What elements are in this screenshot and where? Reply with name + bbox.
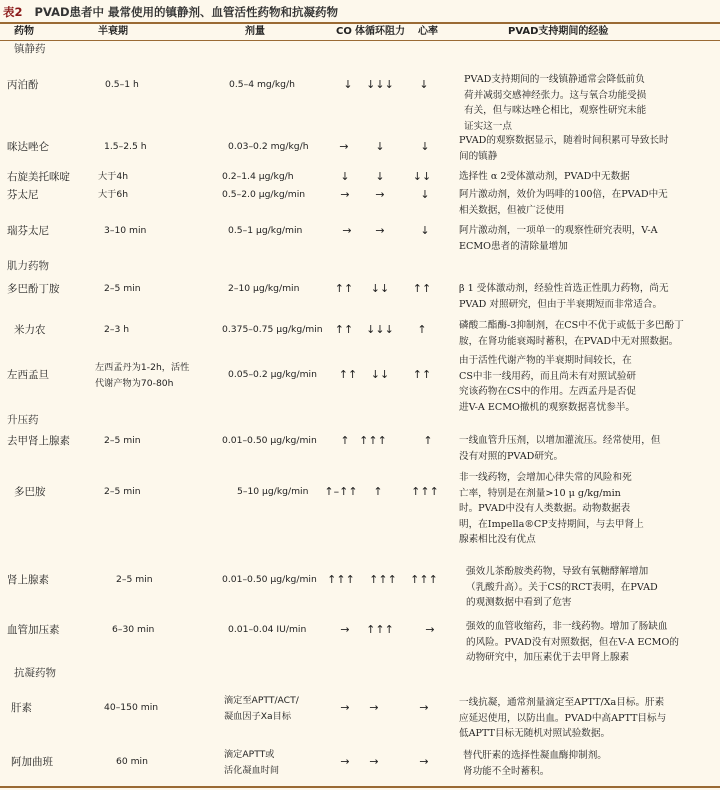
row-experience <box>459 133 714 164</box>
row-svr: ↑↑↑ <box>366 623 394 636</box>
row-dose-line: 0.05–0.2 μg/kg/min <box>228 369 317 380</box>
row-svr: ↑ <box>373 485 383 498</box>
row-experience-line: 证实这一点 <box>464 120 512 132</box>
row-experience-line: β 1 受体激动剂，经验性首选正性肌力药物，尚无 <box>459 283 669 294</box>
row-half-life-line: 6–30 min <box>112 624 155 635</box>
row-experience-line: 明，在Impella®CP支持期间，与去甲肾上 <box>459 518 644 530</box>
row-dose <box>224 693 299 725</box>
row-co: ↑–↑↑ <box>324 485 358 498</box>
row-dose-line: 活化凝血时间 <box>224 765 280 776</box>
row-hr: → <box>419 701 429 714</box>
bottom-rule <box>0 786 720 788</box>
row-experience <box>459 187 714 218</box>
row-half-life-line: 大于4h <box>98 171 129 182</box>
row-experience-line: 时。PVAD中没有人类数据。动物数据表 <box>459 503 631 514</box>
row-drug: 阿加曲班 <box>11 756 53 768</box>
row-co: → <box>342 224 352 237</box>
row-hr: ↑↑ <box>412 282 432 295</box>
row-dose-line: 滴定至APTT/ACT/ <box>224 695 299 706</box>
row-half-life <box>116 572 153 588</box>
row-dose-line: 0.5–1 μg/kg/min <box>228 225 303 236</box>
header-hr: 心率 <box>418 26 438 37</box>
table-title: PVAD患者中 最常使用的镇静剂、血管活性药物和抗凝药物 <box>34 5 339 19</box>
row-experience-line: 替代肝素的选择性凝血酶抑制剂。 <box>463 750 607 761</box>
row-hr: → <box>425 623 435 636</box>
row-drug: 多巴酚丁胺 <box>7 283 60 295</box>
row-drug: 去甲肾上腺素 <box>7 435 70 447</box>
row-half-life <box>98 169 128 185</box>
row-experience <box>463 748 718 779</box>
row-half-life-line: 2–5 min <box>116 574 153 585</box>
row-experience-line: 强效儿茶酚胺类药物，导致有氧糖酵解增加 <box>466 566 649 577</box>
row-experience-line: 没有对照的PVAD研究。 <box>459 450 564 462</box>
row-dose <box>228 223 302 239</box>
row-experience-line: 阿片激动剂，一项单一的观察性研究表明，V-A <box>459 225 658 236</box>
group-vasopressors: 升压药 <box>7 414 39 426</box>
row-experience-line: 阿片激动剂，效价为吗啡的100倍，在PVAD中无 <box>459 189 668 200</box>
row-experience-line: 磷酸二酯酶-3抑制剂，在CS中不优于或低于多巴酚丁 <box>459 320 684 331</box>
row-drug: 血管加压素 <box>7 624 60 636</box>
row-experience <box>466 564 720 611</box>
row-hr: ↓ <box>420 188 430 201</box>
row-dose <box>228 622 306 638</box>
row-svr: ↑↑↑ <box>369 573 397 586</box>
row-drug: 芬太尼 <box>7 189 39 201</box>
row-svr: → <box>375 188 385 201</box>
header-svr: 体循环阻力 <box>355 26 405 37</box>
row-experience-line: 腺素相比没有优点 <box>459 534 536 545</box>
row-experience-line: 动物研究中，加压素优于去甲肾上腺素 <box>466 652 630 663</box>
row-dose <box>229 77 295 93</box>
row-dose-line: 0.5–4 mg/kg/h <box>229 79 295 90</box>
row-co: → <box>340 755 350 768</box>
row-experience-line: ECMO患者的清除量增加 <box>459 240 568 252</box>
row-svr: → <box>375 224 385 237</box>
row-experience-line: PVAD支持期间的一线镇静通常会降低前负 <box>464 74 645 85</box>
row-hr: ↓ <box>419 78 429 91</box>
row-dose-line: 0.5–2.0 μg/kg/min <box>222 189 306 200</box>
row-dose <box>237 484 308 500</box>
row-dose-line: 0.01–0.04 IU/min <box>228 624 307 635</box>
row-co: → <box>339 140 349 153</box>
row-experience-line: 间的镇静 <box>459 150 498 162</box>
row-drug: 丙泊酚 <box>7 79 39 91</box>
row-svr: ↓↓ <box>370 368 390 381</box>
header-dose: 剂量 <box>245 26 265 37</box>
row-dose <box>222 322 323 338</box>
row-half-life-line: 左西孟丹为1-2h，活性 <box>95 362 190 373</box>
row-experience <box>464 72 719 134</box>
row-experience <box>459 470 714 548</box>
row-experience-line: PVAD 对照研究，但由于半衰期短而非常适合。 <box>459 298 663 310</box>
row-half-life <box>98 187 128 203</box>
row-dose <box>222 572 317 588</box>
row-half-life <box>104 484 141 500</box>
row-half-life <box>112 622 154 638</box>
row-experience-line: 的观测数据中看到了危害 <box>466 597 572 608</box>
row-experience <box>459 169 714 185</box>
row-experience <box>466 619 720 666</box>
row-experience-line: PVAD的观察数据显示，随着时间积累可导致长时 <box>459 135 669 146</box>
row-co: → <box>340 623 350 636</box>
row-dose <box>222 187 305 203</box>
row-half-life-line: 60 min <box>116 756 148 767</box>
row-half-life <box>116 754 148 770</box>
row-half-life-line: 1.5–2.5 h <box>104 141 147 152</box>
row-experience-line: 有关，但与咪达唑仑相比，观察性研究未能 <box>464 105 647 116</box>
group-inotropes: 肌力药物 <box>7 260 49 272</box>
row-hr: ↑↑↑ <box>410 573 438 586</box>
header-co: CO <box>336 26 352 37</box>
row-experience-line: 的风险。PVAD没有对照数据，但在V-A ECMO的 <box>466 636 679 648</box>
row-dose <box>224 747 279 779</box>
header-rule <box>0 40 720 41</box>
row-experience-line: 胺，在肾功能衰竭时蓄积，在PVAD中无对照数据。 <box>459 335 679 347</box>
row-experience-line: 荷并减弱交感神经张力。这与氧合功能受损 <box>464 89 647 101</box>
row-svr: ↓ <box>375 140 385 153</box>
row-drug: 右旋美托咪啶 <box>7 171 70 183</box>
table-caption <box>0 0 720 22</box>
row-half-life-line: 2–5 min <box>104 283 141 294</box>
row-drug: 多巴胺 <box>14 486 46 498</box>
row-half-life-line: 40–150 min <box>104 702 159 713</box>
row-experience-line: 由于活性代谢产物的半衰期时间较长，在 <box>459 355 632 366</box>
header-drug: 药物 <box>14 26 34 37</box>
row-drug: 肝素 <box>11 702 32 714</box>
row-experience <box>459 223 714 254</box>
row-co: ↑↑ <box>334 323 354 336</box>
group-sedatives: 镇静药 <box>14 43 46 55</box>
row-svr: ↓↓ <box>370 282 390 295</box>
row-dose <box>228 139 309 155</box>
row-co: ↓ <box>340 170 350 183</box>
row-experience-line: 低APTT目标无随机对照试验数据。 <box>459 728 611 739</box>
row-dose-line: 5–10 μg/kg/min <box>237 486 309 497</box>
row-experience-line: 一线抗凝，通常剂量滴定至APTT/Xa目标。肝素 <box>459 697 665 708</box>
row-experience-line: 肾功能不全时蓄积。 <box>463 765 550 777</box>
row-experience-line: （乳酸升高）。关于CS的RCT表明，在PVAD <box>466 581 658 593</box>
row-svr: ↑↑↑ <box>359 434 387 447</box>
row-svr: → <box>369 755 379 768</box>
row-experience <box>459 433 714 464</box>
row-co: ↑↑↑ <box>327 573 355 586</box>
row-half-life-line: 3–10 min <box>104 225 147 236</box>
row-experience-line: 相关数据，但被广泛使用 <box>459 204 565 216</box>
row-experience <box>459 318 714 349</box>
row-dose <box>222 169 294 185</box>
row-svr: ↓ <box>375 170 385 183</box>
row-half-life-line: 大于6h <box>98 189 129 200</box>
row-experience-line: CS中非一线用药，而且尚未有对照试验研 <box>459 370 637 382</box>
row-drug: 米力农 <box>14 324 46 336</box>
row-dose-line: 0.2–1.4 μg/kg/h <box>222 171 294 182</box>
row-half-life-line: 2–5 min <box>104 486 141 497</box>
row-dose-line: 0.375–0.75 μg/kg/min <box>222 324 323 335</box>
row-svr: → <box>369 701 379 714</box>
row-dose <box>228 367 317 383</box>
row-half-life-line: 2–3 h <box>104 324 130 335</box>
table-label: 表2 <box>3 5 23 19</box>
row-half-life-line: 0.5–1 h <box>105 79 139 90</box>
row-hr: ↓↓ <box>412 170 432 183</box>
header-experience: PVAD支持期间的经验 <box>508 26 609 37</box>
header-half-life: 半衰期 <box>98 26 128 37</box>
row-dose-line: 0.03–0.2 mg/kg/h <box>228 141 309 152</box>
row-half-life <box>104 700 158 716</box>
row-drug: 肾上腺素 <box>7 574 49 586</box>
row-dose-line: 0.01–0.50 μg/kg/min <box>222 574 317 585</box>
row-svr: ↓↓↓ <box>366 78 394 91</box>
row-dose <box>228 281 299 297</box>
row-hr: ↑ <box>423 434 433 447</box>
row-half-life <box>104 322 129 338</box>
row-hr: ↑↑ <box>412 368 432 381</box>
row-half-life <box>105 77 139 93</box>
row-hr: ↓ <box>420 224 430 237</box>
row-hr: ↓ <box>420 140 430 153</box>
row-drug: 左西孟旦 <box>7 369 49 381</box>
row-experience-line: 应延迟使用，以防出血。PVAD中高APTT目标与 <box>459 712 667 724</box>
row-experience-line: 究该药物在CS中的作用。左西孟丹是否促 <box>459 386 637 397</box>
row-half-life-line: 代谢产物为70-80h <box>95 378 174 389</box>
group-anticoagulants: 抗凝药物 <box>14 667 56 679</box>
row-half-life <box>104 281 141 297</box>
row-co: ↑↑ <box>334 282 354 295</box>
row-half-life <box>95 360 189 392</box>
row-drug: 咪达唑仑 <box>7 141 49 153</box>
row-half-life <box>104 139 147 155</box>
row-hr: ↑ <box>417 323 427 336</box>
row-experience-line: 选择性 α 2受体激动剂，PVAD中无数据 <box>459 171 630 182</box>
row-co: ↑↑ <box>338 368 358 381</box>
row-dose-line: 凝血因子Xa目标 <box>224 711 292 722</box>
row-dose-line: 滴定APTT或 <box>224 749 275 760</box>
row-experience <box>459 281 714 312</box>
row-experience <box>459 353 714 415</box>
row-dose-line: 2–10 μg/kg/min <box>228 283 300 294</box>
row-experience-line: 亡率，特别是在剂量>10 μ g/kg/min <box>459 487 621 499</box>
row-dose-line: 0.01–0.50 μg/kg/min <box>222 435 317 446</box>
row-drug: 瑞芬太尼 <box>7 225 49 237</box>
row-hr: ↑↑↑ <box>411 485 439 498</box>
row-co: ↑ <box>340 434 350 447</box>
row-experience-line: 一线血管升压剂，以增加灌流压。经常使用，但 <box>459 435 661 446</box>
row-hr: → <box>419 755 429 768</box>
row-co: → <box>340 188 350 201</box>
row-experience-line: 强效的血管收缩药，非一线药物。增加了肠缺血 <box>466 621 668 632</box>
row-experience <box>459 695 714 742</box>
row-half-life <box>104 433 141 449</box>
row-svr: ↓↓↓ <box>366 323 394 336</box>
row-co: ↓ <box>343 78 353 91</box>
row-half-life <box>104 223 146 239</box>
row-experience-line: 进V-A ECMO撤机的观察数据喜忧参半。 <box>459 401 636 413</box>
row-experience-line: 非一线药物，会增加心律失常的风险和死 <box>459 472 632 483</box>
row-co: → <box>340 701 350 714</box>
row-dose <box>222 433 317 449</box>
row-half-life-line: 2–5 min <box>104 435 141 446</box>
